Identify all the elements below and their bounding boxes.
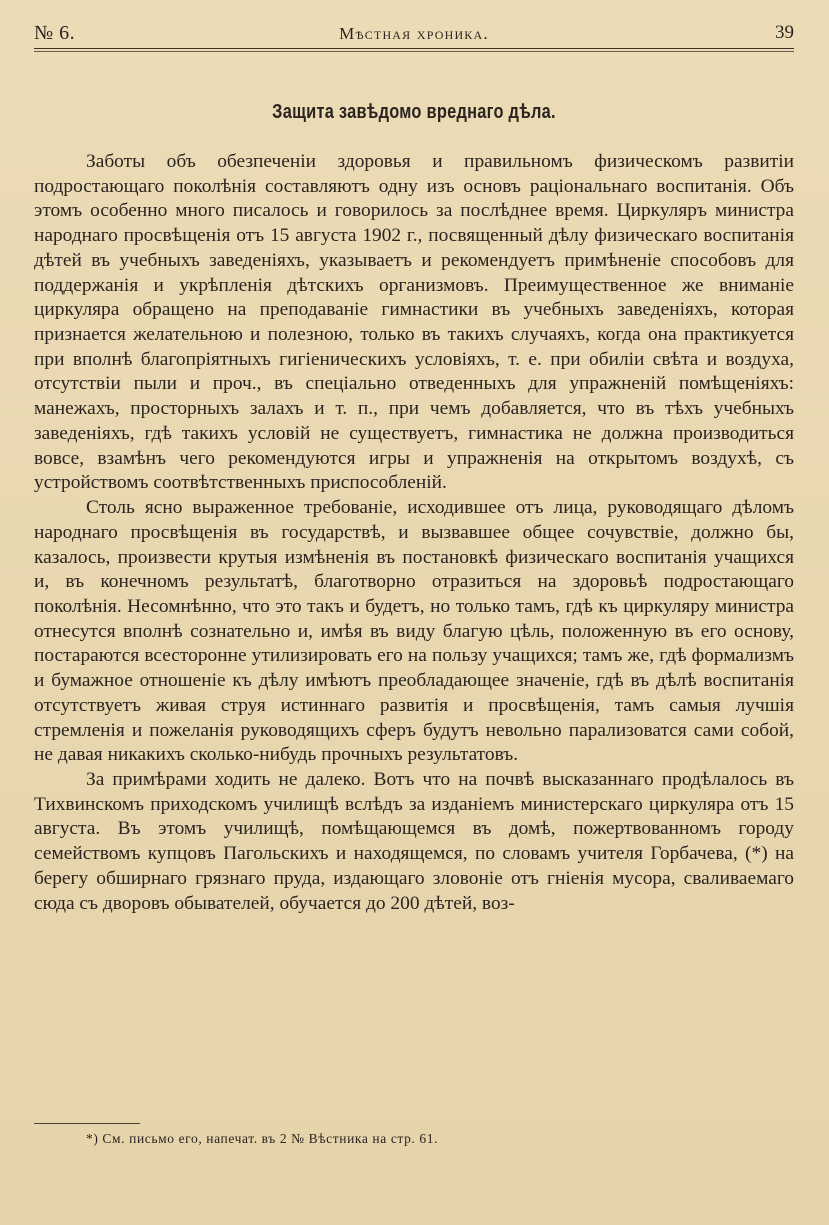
paragraph-1: Заботы объ обезпеченіи здоровья и правильномъ физическомъ развитіи подростающаго поколѣнія составляютъ одну изъ основъ раціональнаго воспитанія. Объ этомъ особенно много писалось и говорилось за послѣднее время. Циркуляръ министра народнаго просвѣщенія отъ 15 августа 1902 г., посвященный дѣлу физическаго воспитанія дѣтей въ учебныхъ заведеніяхъ, указываетъ и рекомендуетъ примѣненіе способовъ для поддержанія и укрѣпленія дѣтскихъ организмовъ. Преимущественное же вниманіе циркуляра обращено на преподаваніе гимнастики въ учебныхъ заведеніяхъ, которая признается желательною и полезною, только въ такихъ случаяхъ, когда она практикуется при вполнѣ благопріятныхъ гигіеническихъ условіяхъ, т. е. при обиліи свѣта и воздуха, отсутствіи пыли и проч., въ спеціально отведенныхъ для упражненій помѣщеніяхъ: манежахъ, просторныхъ залахъ и т. п., при чемъ добавляется, что въ тѣхъ учебныхъ заведеніяхъ, гдѣ такихъ условій не существуетъ, гимнастика не должна производиться вовсе, взамѣнъ чего рекомендуются игры и упражненія на открытомъ воздухѣ, съ устройствомъ соотвѣтственныхъ приспособленій. xyxy=(34,151,794,494)
running-title: Мѣстная хроника. xyxy=(339,24,489,43)
page-number: 39 xyxy=(775,22,794,43)
header-rule xyxy=(34,48,794,49)
page-header xyxy=(34,22,794,46)
footnote-rule xyxy=(34,1123,140,1124)
issue-number: № 6. xyxy=(34,22,76,44)
header-rule-thin xyxy=(34,51,794,52)
paragraph-2: Столь ясно выраженное требованіе, исходившее отъ лица, руководящаго дѣломъ народнаго просвѣщенія въ государствѣ, и вызвавшее общее сочувствіе, должно бы, казалось, произвести крутыя измѣненія въ постановкѣ физическаго воспитанія учащихся и, въ конечномъ результатѣ, благотворно отразиться на здоровьѣ подростающаго поколѣнія. Несомнѣнно, что это такъ и будетъ, но только тамъ, гдѣ къ циркуляру министра отнесутся вполнѣ сознательно и, имѣя въ виду благую цѣль, положенную въ его основу, постараются всесторонне утилизировать его на пользу учащихся; тамъ же, гдѣ формализмъ и бумажное отношеніе къ дѣлу имѣютъ преобладающее значеніе, гдѣ въ дѣлѣ воспитанія отсутствуетъ живая струя истиннаго развитія и просвѣщенія, тамъ самыя лучшія стремленія и пожеланія руководящихъ сферъ будутъ невольно парализоватся сами собой, не давая никакихъ сколько-нибудь прочныхъ результатовъ. xyxy=(34,497,794,766)
article-body xyxy=(34,150,794,916)
footnote: *) См. письмо его, напечат. въ 2 № Вѣстника на стр. 61. xyxy=(86,1131,439,1146)
article-title: Защита завѣдомо вреднаго дѣла. xyxy=(272,101,556,123)
paragraph-3: За примѣрами ходить не далеко. Вотъ что на почвѣ высказаннаго продѣлалось въ Тихвинскомъ приходскомъ училищѣ вслѣдъ за изданіемъ министерскаго циркуляра отъ 15 августа. Въ этомъ училищѣ, помѣщающемся въ домѣ, пожертвованномъ городу семействомъ купцовъ Пагольскихъ и находящемся, по словамъ учителя Горбачева, (*) на берегу обширнаго грязнаго пруда, издающаго зловоніе отъ гніенія мусора, сваливаемаго сюда съ дворовъ обывателей, обучается до 200 дѣтей, воз- xyxy=(34,768,794,914)
